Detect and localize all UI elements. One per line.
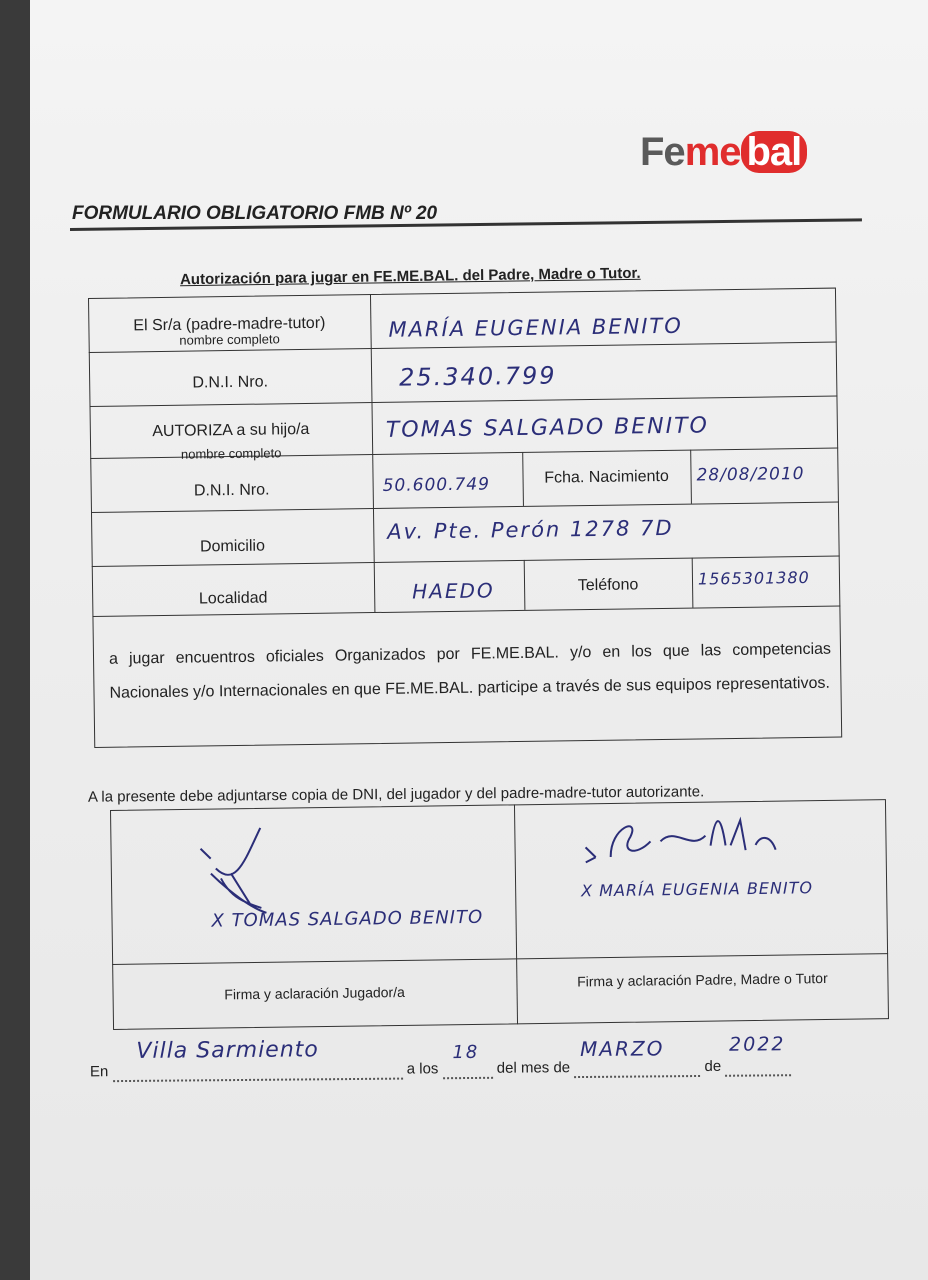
player-printed-name: X TOMAS SALGADO BENITO [211,906,484,932]
day-label: a los [406,1060,439,1078]
parent-printed-name: X MARÍA EUGENIA BENITO [581,878,814,901]
child-dni-value: 50.600.749 [382,474,491,496]
authorization-paragraph: a jugar encuentros oficiales Organizados por FE.ME.BAL. y/o en los que las competencias Nacionales y/o Internacionales en que FE.ME.BAL. participe a través de sus equipos representativos. [108,640,832,702]
child-sublabel: nombre completo [180,445,282,462]
phone-label: Teléfono [577,576,639,595]
parent-sublabel: nombre completo [179,331,280,348]
place-value: Villa Sarmiento [136,1037,319,1064]
address-value: Av. Pte. Perón 1278 7D [387,515,674,544]
parent-label: El Sr/a (padre-madre-tutor) [133,314,326,335]
phone-value: 1565301380 [697,567,810,589]
year-value: 2022 [729,1033,786,1056]
form-title: FORMULARIO OBLIGATORIO FMB Nº 20 [72,203,438,224]
address-label: Domicilio [199,537,266,556]
month-field [574,1036,700,1078]
month-value: MARZO [580,1036,665,1062]
place-field [112,1037,402,1083]
player-signature [190,818,281,919]
en-label: En [89,1063,109,1081]
city-value: HAEDO [411,578,495,604]
month-label: del mes de [496,1059,571,1077]
child-name-value: TOMAS SALGADO BENITO [385,413,710,443]
day-value: 18 [452,1041,480,1064]
birth-value: 28/08/2010 [696,464,805,486]
city-label: Localidad [198,589,268,608]
child-dni-label: D.N.I. Nro. [193,481,270,500]
child-label: AUTORIZA a su hijo/a [152,420,310,441]
day-field [442,1041,492,1079]
player-signature-label: Firma y aclaración Jugador/a [224,983,405,1003]
form-subtitle: Autorización para jugar en FE.ME.BAL. del Padre, Madre o Tutor. [179,264,641,289]
year-field [725,1033,791,1077]
year-label: de [704,1057,722,1075]
parent-dni-value: 25.340.799 [398,361,557,392]
birth-label: Fcha. Nacimiento [544,467,669,487]
parent-name-value: MARÍA EUGENIA BENITO [388,313,683,342]
parent-dni-label: D.N.I. Nro. [192,373,269,392]
attachment-note: A la presente debe adjuntarse copia de DNI, del jugador y del padre-madre-tutor autorizante. [87,783,705,806]
parent-signature [580,804,801,877]
parent-signature-label: Firma y aclaración Padre, Madre o Tutor [577,969,828,990]
authorization-table [88,288,842,748]
femebal-logo: Feme bal [640,130,807,175]
signature-table [110,799,889,1030]
